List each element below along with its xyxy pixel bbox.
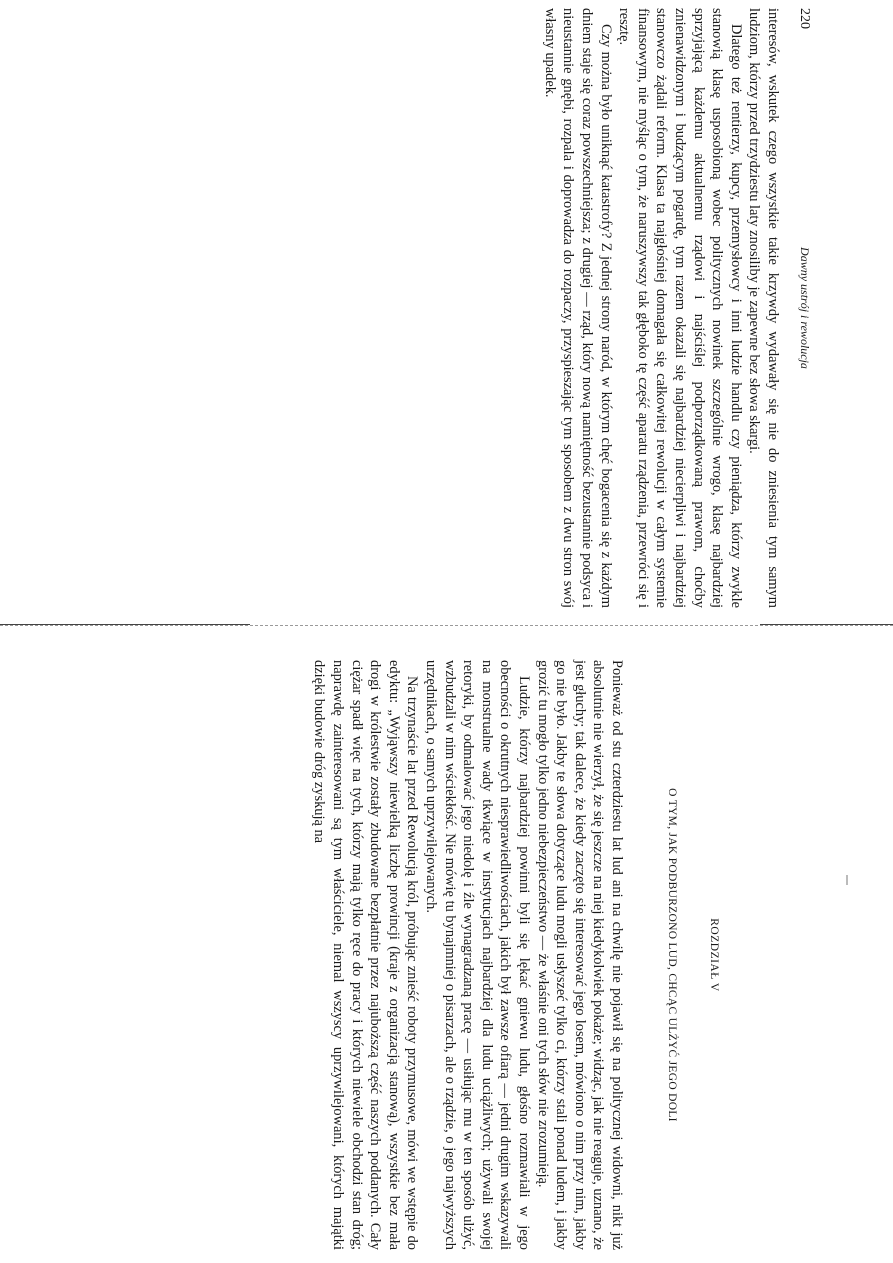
scan-artifact bbox=[846, 875, 848, 885]
bottom-page-text bbox=[310, 660, 626, 1250]
fold-mark-left bbox=[0, 624, 250, 625]
bottom-page bbox=[60, 660, 790, 1250]
top-page bbox=[402, 8, 812, 608]
chapter-title: O TYM, JAK PODBURZONO LUD, CHCĄC ULŻYĆ JEGO DOLI bbox=[666, 788, 678, 1122]
page-fold-line bbox=[0, 625, 893, 626]
paragraph: Czy można było uniknąć katastrofy? Z jednej strony naród, w którym chęć bogacenia się z każdym dniem staje się coraz powszechniejsza; z drugiej — rząd, który nową namiętność bezustannie podsyca i nieustannie gnębi, rozpala i doprowadza do rozpaczy, przyspieszając tym sposobem z dwu stron swój własny upadek. bbox=[541, 8, 614, 608]
paragraph: interesów, wskutek czego wszystkie takie krzywdy wydawały się nie do zniesienia tym samym ludziom, którzy przed trzydziestu laty znosiliby je zapewne bez słowa skargi. bbox=[746, 8, 781, 608]
chapter-heading: ROZDZIAŁ V bbox=[708, 918, 720, 992]
paragraph: Ludzie, którzy najbardziej powinni byli się lękać gniewu ludu, głośno rozmawiali w jego obecności o okrutnych niesprawiedliwościach, jakich był zawsze ofiarą — jedni drugim wskazywali na monstrualne wady tkwiące w instytucjach najbardziej dla ludu uciążliwych; używali swojej retoryki, by odmalować jego niedolę i źle wynagradzaną pracę — usiłując mu w ten sposób ulżyć, wzbudzali w nim wściekłość. Nie mówię tu bynajmniej o pisarzach, ale o rządzie, o jego najwyższych urzędnikach, o samych uprzywilejowanych. bbox=[423, 660, 533, 1250]
top-page-text bbox=[540, 8, 782, 608]
fold-mark-right bbox=[760, 624, 893, 625]
page-number: 220 bbox=[797, 8, 812, 29]
paragraph: Ponieważ od stu czterdziestu lat lud ani na chwilę nie pojawił się na politycznej widowni, nikt już absolutnie nie wierzył, że się jeszcze na niej kiedykolwiek pokaże; widząc, jak nie reaguje, uznano, że jest głuchy; tak dalece, że kiedy zaczęto się interesować jego losem, mówiono o nim przy nim, jakby go nie było. Jakby te słowa dotyczące ludu mogli usłyszeć tylko ci, którzy stali ponad ludem, i jakby grozić tu mogło tylko jedno niebezpieczeństwo — że właśnie oni tych słów nie zrozumieją. bbox=[534, 660, 625, 1250]
page-header bbox=[796, 8, 812, 608]
paragraph: Dlatego też rentierzy, kupcy, przemysłowcy i inni ludzie handlu czy pieniądza, którzy zwykle stanowią klasę usposobioną wobec politycznych nowinek szczególnie wrogo, klasę najbardziej sprzyjającą każdemu aktualnemu rządowi i najściślej podporządkowaną prawom, choćby znienawidzonym i budzącym pogardę, tym razem okazali się najbardziej niecierpliwi i najbardziej stanowczo żądali reform. Klasa ta najgłośniej domagała się całkowitej rewolucji w całym systemie finansowym, nie myśląc o tym, że naruszywszy tak głęboko tę część aparatu rządzenia, przewróci się i resztę. bbox=[616, 8, 744, 608]
paragraph: Na trzynaście lat przed Rewolucją król, próbując znieść roboty przymusowe, mówi we wstępie do edyktu: „Wyjąwszy niewielką liczbę prowincji (kraje z organizacją stanową), wszystkie bez mała drogi w królestwie zostały zbudowane bezpłatnie przez najuboższą część naszych poddanych. Cały ciężar spadł więc na tych, którzy mają tylko ręce do pracy i których niewiele obchodzi stan dróg; naprawdę zainteresowani są tym właściciele, niemal wszyscy uprzywilejowani, których majątki dzięki budowie dróg zyskują na bbox=[311, 660, 421, 1250]
running-head: Dawny ustrój i rewolucja bbox=[798, 247, 812, 369]
